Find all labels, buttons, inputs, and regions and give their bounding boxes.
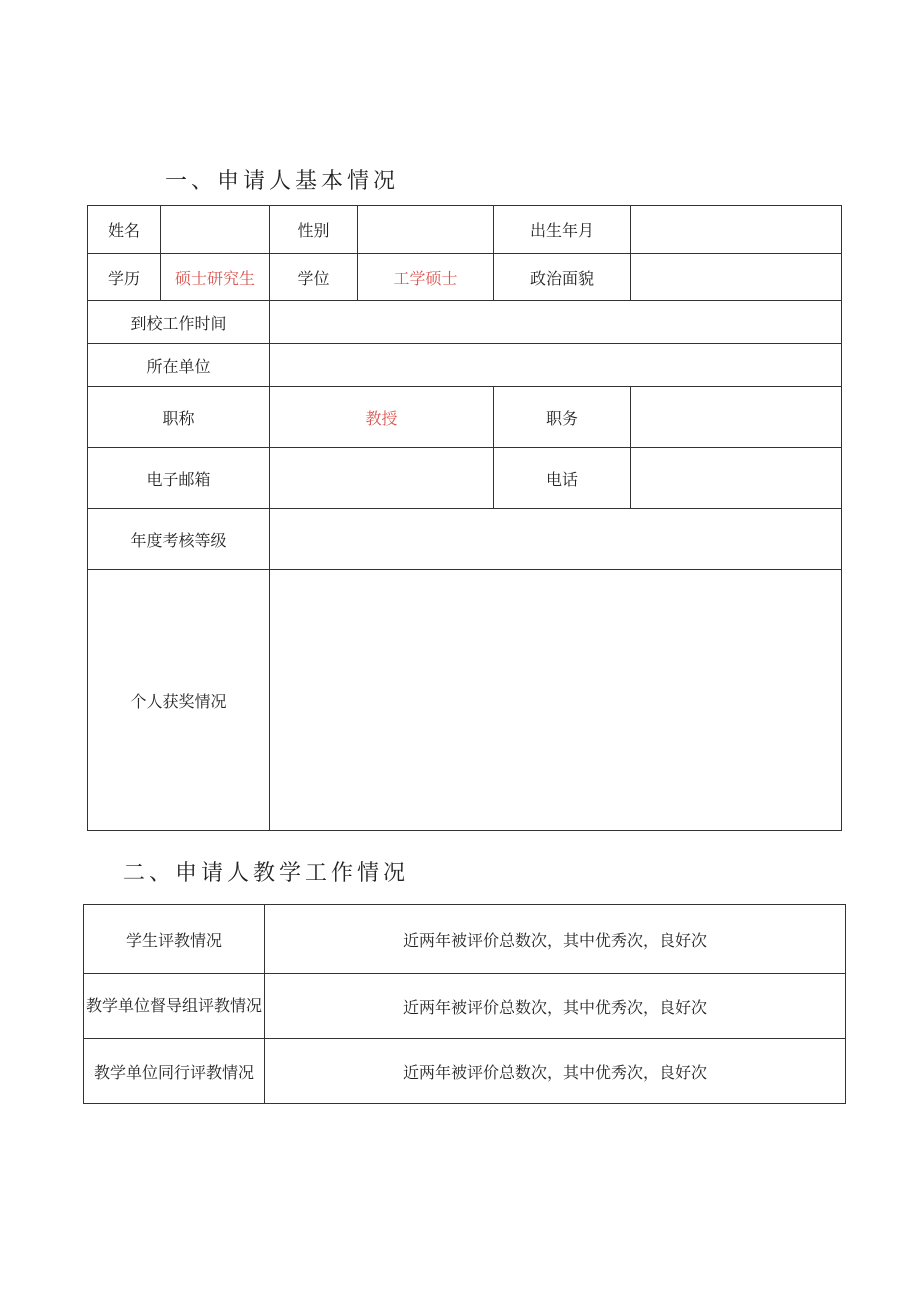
supervisor-evaluation-label: 教学单位督导组评教情况	[84, 974, 265, 1039]
unit-label: 所在单位	[88, 344, 270, 387]
name-field[interactable]	[161, 206, 270, 254]
gender-field[interactable]	[358, 206, 494, 254]
row-appraisal	[88, 509, 842, 570]
row-start-date	[88, 301, 842, 344]
student-evaluation-label: 学生评教情况	[84, 905, 265, 974]
email-label: 电子邮箱	[88, 448, 270, 509]
gender-label: 性别	[270, 206, 358, 254]
phone-field[interactable]	[631, 448, 842, 509]
political-status-label: 政治面貌	[494, 254, 631, 301]
section-title-basic-info: 一、申请人基本情况	[165, 169, 400, 194]
email-field[interactable]	[270, 448, 494, 509]
row-title-position	[88, 387, 842, 448]
professional-title-field[interactable]: 教授	[270, 387, 494, 448]
teaching-evaluation-table	[83, 904, 846, 1104]
start-date-field[interactable]	[270, 301, 842, 344]
row-supervisor-evaluation	[84, 974, 846, 1039]
name-label: 姓名	[88, 206, 161, 254]
position-label: 职务	[494, 387, 631, 448]
awards-field[interactable]	[270, 570, 842, 831]
birth-date-label: 出生年月	[494, 206, 631, 254]
appraisal-label: 年度考核等级	[88, 509, 270, 570]
section-title-teaching: 二、申请人教学工作情况	[123, 861, 410, 886]
supervisor-evaluation-field[interactable]: 近两年被评价总数次，其中优秀次，良好次	[265, 974, 846, 1039]
row-education-degree-political	[88, 254, 842, 301]
appraisal-field[interactable]	[270, 509, 842, 570]
student-evaluation-field[interactable]: 近两年被评价总数次，其中优秀次，良好次	[265, 905, 846, 974]
row-peer-evaluation	[84, 1039, 846, 1104]
row-unit	[88, 344, 842, 387]
peer-evaluation-label: 教学单位同行评教情况	[84, 1039, 265, 1104]
education-label: 学历	[88, 254, 161, 301]
awards-label: 个人获奖情况	[88, 570, 270, 831]
position-field[interactable]	[631, 387, 842, 448]
degree-field[interactable]: 工学硕士	[358, 254, 494, 301]
education-field[interactable]: 硕士研究生	[161, 254, 270, 301]
row-student-evaluation	[84, 905, 846, 974]
degree-label: 学位	[270, 254, 358, 301]
row-email-phone	[88, 448, 842, 509]
peer-evaluation-field[interactable]: 近两年被评价总数次，其中优秀次，良好次	[265, 1039, 846, 1104]
start-date-label: 到校工作时间	[88, 301, 270, 344]
row-awards	[88, 570, 842, 831]
phone-label: 电话	[494, 448, 631, 509]
basic-info-table	[87, 205, 842, 831]
political-status-field[interactable]	[631, 254, 842, 301]
row-name-gender-birth	[88, 206, 842, 254]
birth-date-field[interactable]	[631, 206, 842, 254]
professional-title-label: 职称	[88, 387, 270, 448]
unit-field[interactable]	[270, 344, 842, 387]
